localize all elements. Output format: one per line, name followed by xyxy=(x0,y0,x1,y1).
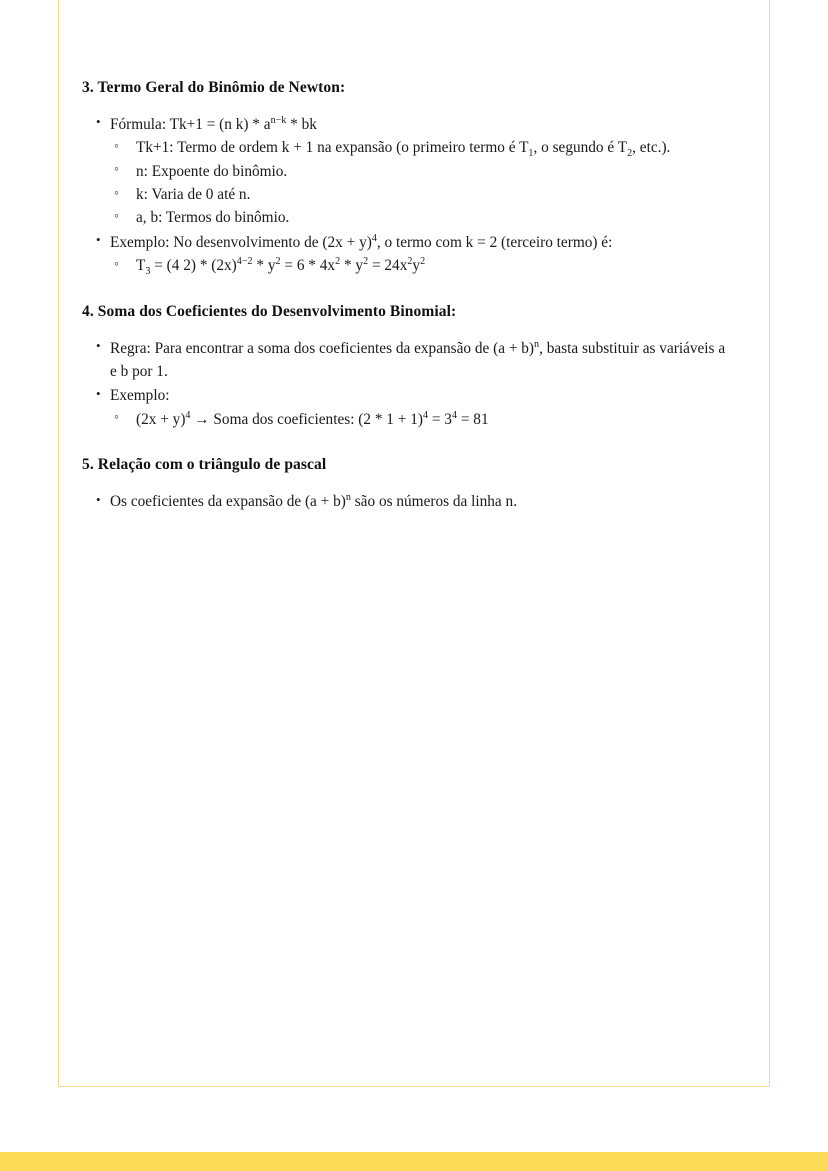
text-run: * bk xyxy=(286,115,317,133)
sub-bullet-list xyxy=(110,408,730,431)
text-run: Exemplo: xyxy=(110,387,170,405)
sub-list-item xyxy=(110,408,730,431)
document-section xyxy=(82,302,730,431)
bullet-list xyxy=(82,337,730,432)
text-run: Tk+1: Termo de ordem k + 1 na expansão (o primeiro termo é T xyxy=(136,139,529,157)
list-item xyxy=(82,113,730,230)
sections-container xyxy=(82,78,730,513)
text-run: a, b: Termos do binômio. xyxy=(136,209,290,227)
sub-bullet-list xyxy=(110,254,730,277)
text-run: = 24x xyxy=(368,257,408,275)
text-run: são os números da linha n. xyxy=(350,493,518,511)
superscript: 2 xyxy=(363,256,369,268)
text-run: = 81 xyxy=(457,410,489,428)
sub-list-item xyxy=(110,183,730,206)
footer-accent-bar xyxy=(0,1152,828,1171)
superscript: 2 xyxy=(407,256,413,268)
text-run: Exemplo: No desenvolvimento de (2x + y) xyxy=(110,233,372,251)
list-item xyxy=(82,337,730,384)
document-section xyxy=(82,455,730,513)
section-heading: 4. Soma dos Coeficientes do Desenvolvimento Binomial: xyxy=(82,302,457,320)
text-run: Regra: Para encontrar a soma dos coeficientes da expansão de (a + b) xyxy=(110,339,535,357)
text-run: Os coeficientes da expansão de (a + b) xyxy=(110,493,346,511)
list-item-text xyxy=(110,231,730,254)
superscript: 4 xyxy=(422,409,429,421)
text-run: y xyxy=(412,257,421,275)
superscript: n xyxy=(534,338,540,350)
sub-list-item xyxy=(110,136,730,159)
list-item-text xyxy=(110,384,730,407)
list-item xyxy=(82,384,730,431)
list-item xyxy=(82,490,730,513)
text-run: = (4 2) * (2x) xyxy=(150,257,237,275)
list-item xyxy=(82,231,730,278)
document-content xyxy=(82,78,730,514)
subscript: 2 xyxy=(627,148,633,160)
sub-list-item xyxy=(110,160,730,183)
text-run: , etc.). xyxy=(632,139,671,157)
sub-bullet-list xyxy=(110,136,730,230)
sub-list-item xyxy=(110,254,730,277)
text-run: n: Expoente do binômio. xyxy=(136,162,288,180)
superscript: 2 xyxy=(335,256,341,268)
superscript: 2 xyxy=(420,256,426,268)
superscript: 4 xyxy=(371,232,377,244)
text-run: = 3 xyxy=(428,410,452,428)
text-run: = 6 * 4x xyxy=(280,257,336,275)
document-section xyxy=(82,78,730,278)
text-run: , basta substituir as variáveis a e b por 1. xyxy=(110,339,726,380)
bullet-list xyxy=(82,490,730,513)
superscript: 4−2 xyxy=(236,256,253,268)
subscript: 1 xyxy=(528,148,534,160)
superscript: n xyxy=(345,491,351,503)
text-run: * y xyxy=(340,257,364,275)
section-heading: 3. Termo Geral do Binômio de Newton: xyxy=(82,79,346,96)
superscript: 2 xyxy=(275,256,281,268)
superscript: 4 xyxy=(451,409,458,421)
superscript: n−k xyxy=(270,114,287,126)
list-item-text xyxy=(110,113,730,136)
subscript: 3 xyxy=(145,266,151,278)
text-run: (2x + y) xyxy=(136,410,186,428)
section-heading: 5. Relação com o triângulo de pascal xyxy=(82,456,327,474)
sub-list-item xyxy=(110,206,730,229)
text-run: * y xyxy=(252,257,276,275)
bullet-list xyxy=(82,113,730,278)
text-run: → Soma dos coeficientes: (2 * 1 + 1) xyxy=(190,410,423,428)
list-item-text xyxy=(110,490,730,513)
text-run: Fórmula: Tk+1 = (n k) * a xyxy=(110,115,271,133)
text-run: , o segundo é T xyxy=(533,139,628,157)
text-run: k: Varia de 0 até n. xyxy=(136,186,251,204)
text-run: T xyxy=(136,257,146,275)
superscript: 4 xyxy=(185,409,191,421)
list-item-text xyxy=(110,337,730,384)
text-run: , o termo com k = 2 (terceiro termo) é: xyxy=(376,233,613,251)
